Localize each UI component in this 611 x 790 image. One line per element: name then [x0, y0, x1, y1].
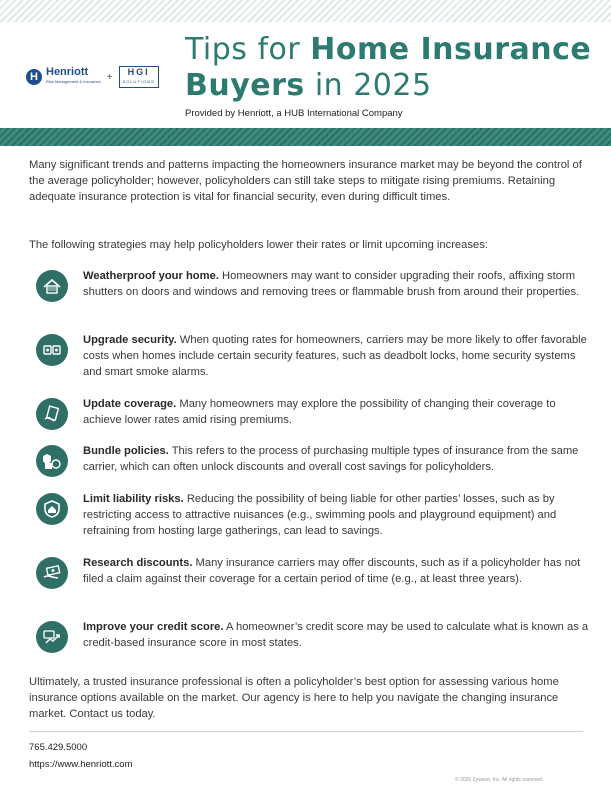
tip-text: This refers to the process of purchasing multiple types of insurance from the same carrier, which can often unlock discounts and overall cost savings for policyholders.	[83, 445, 579, 474]
closing-paragraph: Ultimately, a trusted insurance professional is often a policyholder’s best option for assessing various home insurance options available on the market. Our agency is here to help you navigate the changing insurance market. Contact us today.	[29, 676, 559, 721]
house-roof-icon	[36, 270, 68, 302]
company-logo	[26, 66, 159, 88]
bundle-shield-icon	[36, 445, 68, 477]
tip-text: Many insurance carriers may offer discounts, such as if a policyholder has not filed a claim against their coverage for a certain period of time (e.g., at least three years).	[83, 557, 581, 586]
phone-number: 765.429.5000	[29, 742, 88, 753]
top-pattern-stripe	[0, 0, 611, 22]
copyright-notice: © 2025 Zywave, Inc. All rights reserved.	[455, 777, 544, 783]
tip-text: Many homeowners may explore the possibility of changing their coverage to achieve lower rates amid rising premiums.	[83, 398, 556, 427]
title-bold: Home Insurance	[310, 32, 592, 67]
footer-divider	[29, 731, 583, 732]
page-subtitle: Provided by Henriott, a HUB International Company	[185, 108, 403, 119]
tip-title: Research discounts.	[83, 557, 193, 569]
page-title	[185, 32, 605, 104]
hgi-logo	[119, 66, 159, 88]
tip-title: Weatherproof your home.	[83, 270, 219, 282]
logo-subtext: Risk Management & Insurance	[46, 79, 101, 84]
hgi-logo-text: HGI	[127, 67, 150, 77]
policy-document-icon	[36, 398, 68, 430]
tip-title: Improve your credit score.	[83, 621, 224, 633]
tip-text: Homeowners may want to consider upgrading their roofs, affixing storm shutters on doors and windows and removing trees or flammable brush from around their properties.	[83, 270, 580, 299]
tip-text: A homeowner’s credit score may be used to calculate what is known as a credit-based insurance score in most states.	[83, 621, 589, 650]
tip-text: Reducing the possibility of being liable for other parties’ losses, such as by restricting access to attractive nuisances (e.g., swimming pools and playground equipment) and refraining from hosting large gatherings, can lead to savings.	[83, 493, 557, 538]
tip-title: Update coverage.	[83, 398, 177, 410]
tip-text: When quoting rates for homeowners, carriers may be more likely to offer favorable costs when homes include certain security features, such as deadbolt locks, home security systems and smart smoke alarms.	[83, 334, 587, 379]
title-part: Tips for	[185, 32, 311, 67]
title-part: in 2025	[304, 68, 432, 103]
title-bold: Buyers	[185, 68, 305, 103]
credit-card-chart-icon	[36, 621, 68, 653]
tip-title: Limit liability risks.	[83, 493, 184, 505]
tip-title: Upgrade security.	[83, 334, 177, 346]
hgi-logo-subtext: SOLUTIONS	[122, 79, 155, 84]
money-hand-icon	[36, 557, 68, 589]
lead-in-paragraph: The following strategies may help policyholders lower their rates or limit upcoming increases:	[29, 239, 488, 251]
header-band	[0, 128, 611, 146]
logo-name: Henriott	[46, 66, 89, 78]
tip-title: Bundle policies.	[83, 445, 169, 457]
security-camera-icon	[36, 334, 68, 366]
website-link[interactable]: https://www.henriott.com	[29, 759, 133, 770]
home-shield-icon	[36, 493, 68, 525]
intro-paragraph: Many significant trends and patterns impacting the homeowners insurance market may be beyond the control of the average policyholder; however, policyholders can still take steps to mitigate rising premiums. Retaining adequate insurance protection is vital for financial security, even during difficult times.	[29, 159, 582, 204]
logo-plus: +	[106, 71, 113, 83]
henriott-logo-icon: H	[26, 69, 42, 85]
